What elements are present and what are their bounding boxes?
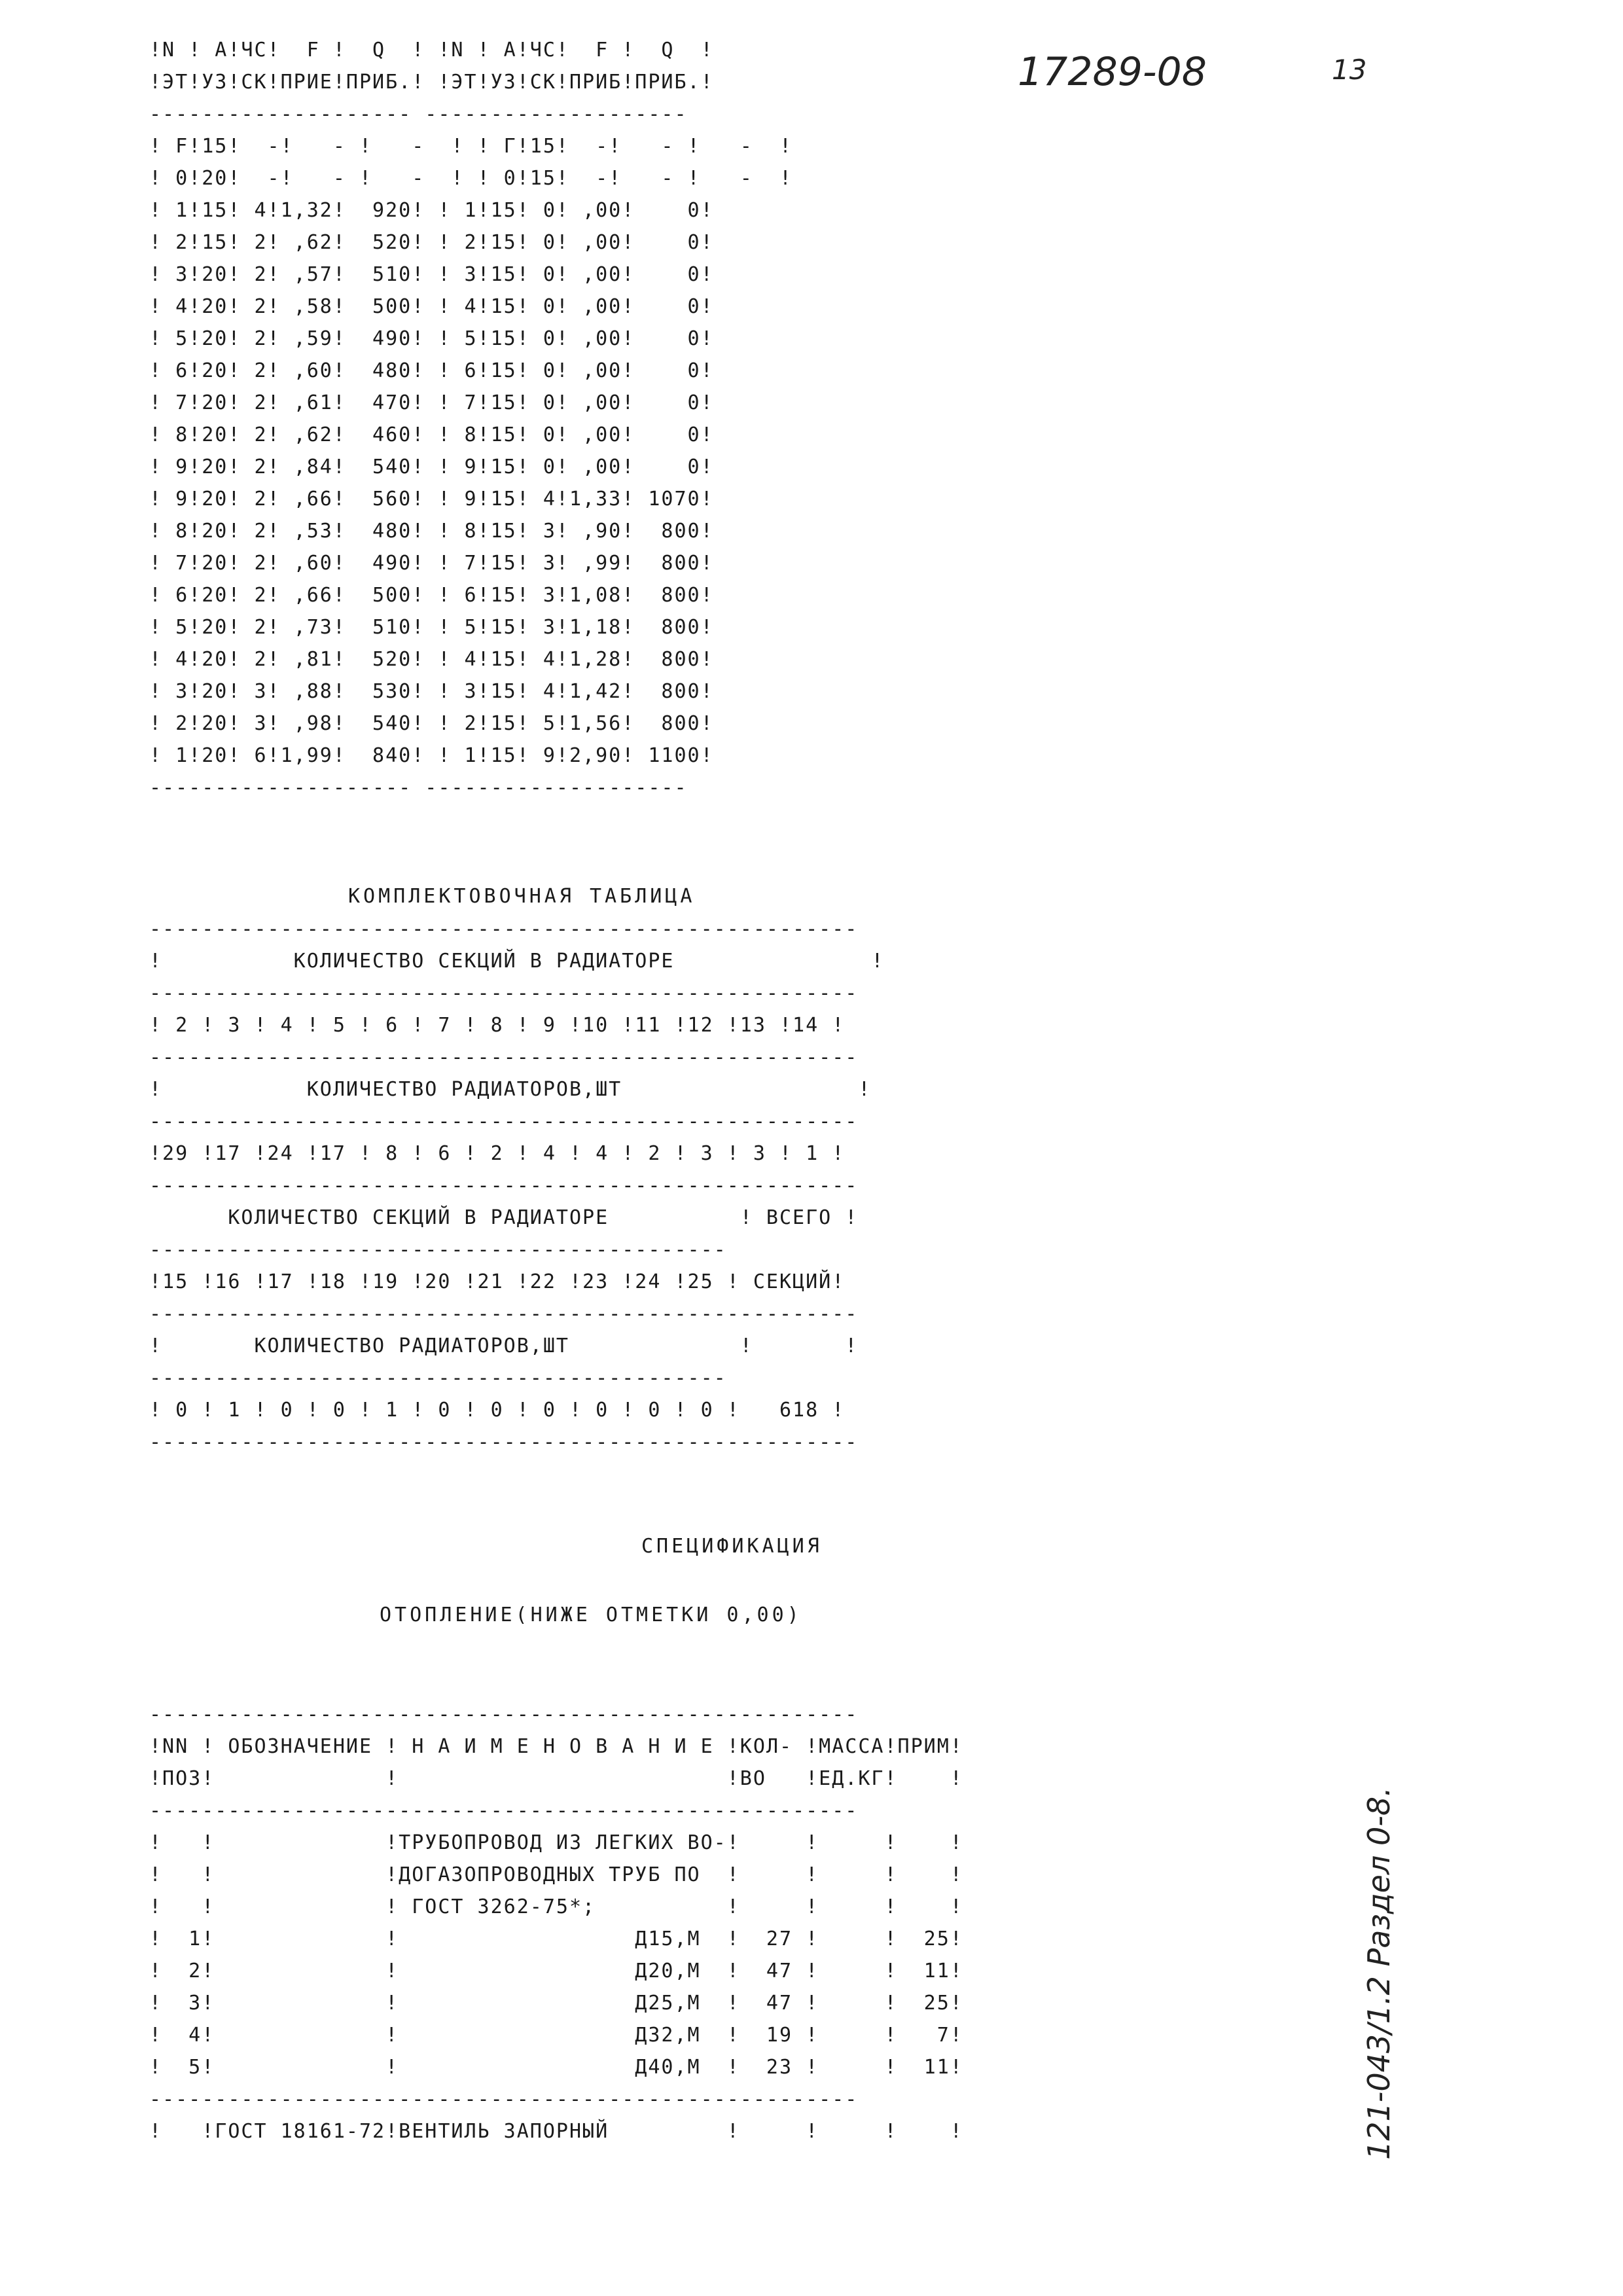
table-line: ------------------------------------------------------ bbox=[149, 1174, 859, 1197]
table-line: ! 2!20! 3! ,98! 540! ! 2!15! 5!1,56! 800! bbox=[149, 712, 714, 735]
table-line: ! КОЛИЧЕСТВО РАДИАТОРОВ,ШТ ! bbox=[149, 1078, 872, 1101]
table-line: ! 6!20! 2! ,66! 500! ! 6!15! 3!1,08! 800! bbox=[149, 584, 714, 607]
page-number: 13 bbox=[1332, 54, 1367, 86]
heat-load-table bbox=[149, 34, 1000, 804]
table-line: ! 0!20! -! - ! - ! ! 0!15! -! - ! - ! bbox=[149, 167, 793, 190]
spec-table bbox=[149, 1698, 963, 2147]
table-line: ------------------------------------------------------ bbox=[149, 2088, 859, 2111]
table-line: ! 2!15! 2! ,62! 520! ! 2!15! 0! ,00! 0! bbox=[149, 231, 714, 254]
table-line: !ЭТ!УЗ!СК!ПРИЕ!ПРИБ.! !ЭТ!УЗ!СК!ПРИБ!ПРИБ.! bbox=[149, 71, 714, 94]
table-line: ! 9!20! 2! ,84! 540! ! 9!15! 0! ,00! 0! bbox=[149, 456, 714, 478]
table-line: ! 7!20! 2! ,61! 470! ! 7!15! 0! ,00! 0! bbox=[149, 391, 714, 414]
table-line: ! !ГОСТ 18161-72!ВЕНТИЛЬ ЗАПОРНЫЙ ! ! ! ! bbox=[149, 2120, 963, 2143]
spec-title: СПЕЦИФИКАЦИЯ bbox=[641, 1535, 823, 1558]
table-line: ! 9!20! 2! ,66! 560! ! 9!15! 4!1,33! 1070! bbox=[149, 488, 714, 511]
table-line: ! 5!20! 2! ,73! 510! ! 5!15! 3!1,18! 800! bbox=[149, 616, 714, 639]
table-line: ------------------------------------------------------ bbox=[149, 1703, 859, 1726]
kompl-table-title: КОМПЛЕКТОВОЧНАЯ ТАБЛИЦА bbox=[348, 885, 696, 908]
table-line: КОЛИЧЕСТВО СЕКЦИЙ В РАДИАТОРЕ ! ВСЕГО ! bbox=[149, 1206, 859, 1229]
table-line: ! 0 ! 1 ! 0 ! 0 ! 1 ! 0 ! 0 ! 0 ! 0 ! 0 ! 0 ! 618 ! bbox=[149, 1399, 846, 1422]
table-line: ! 4! ! Д32,М ! 19 ! ! 7! bbox=[149, 2024, 963, 2047]
table-line: ! F!15! -! - ! - ! ! Г!15! -! - ! - ! bbox=[149, 135, 793, 158]
table-line: !NN ! ОБОЗНАЧЕНИЕ ! Н А И М Е Н О В А Н И Е !КОЛ- !МАССА!ПРИМ! bbox=[149, 1735, 963, 1758]
table-line: ! 3!20! 2! ,57! 510! ! 3!15! 0! ,00! 0! bbox=[149, 263, 714, 286]
table-line: ! 8!20! 2! ,53! 480! ! 8!15! 3! ,90! 800! bbox=[149, 520, 714, 543]
table-line: ! КОЛИЧЕСТВО РАДИАТОРОВ,ШТ ! ! bbox=[149, 1335, 859, 1357]
table-line: ------------------------------------------------------ bbox=[149, 1431, 859, 1454]
side-note: 121-043/1.2 Раздел 0-8. bbox=[1361, 1787, 1397, 2160]
table-line: !29 !17 !24 !17 ! 8 ! 6 ! 2 ! 4 ! 4 ! 2 ! 3 ! 3 ! 1 ! bbox=[149, 1142, 846, 1165]
table-line: ! 5!20! 2! ,59! 490! ! 5!15! 0! ,00! 0! bbox=[149, 327, 714, 350]
table-line: -------------------------------------------- bbox=[149, 1238, 727, 1261]
table-line: ! ! !ДОГАЗОПРОВОДНЫХ ТРУБ ПО ! ! ! ! bbox=[149, 1863, 963, 1886]
table-line: -------------------- -------------------- bbox=[149, 776, 688, 799]
table-line: !ПОЗ! ! !ВО !ЕД.КГ! ! bbox=[149, 1767, 963, 1790]
table-line: ! 8!20! 2! ,62! 460! ! 8!15! 0! ,00! 0! bbox=[149, 423, 714, 446]
table-line: ! 4!20! 2! ,58! 500! ! 4!15! 0! ,00! 0! bbox=[149, 295, 714, 318]
table-line: ! 6!20! 2! ,60! 480! ! 6!15! 0! ,00! 0! bbox=[149, 359, 714, 382]
table-line: ------------------------------------------------------ bbox=[149, 982, 859, 1005]
table-line: ! 2 ! 3 ! 4 ! 5 ! 6 ! 7 ! 8 ! 9 !10 !11 !12 !13 !14 ! bbox=[149, 1014, 846, 1037]
table-line: ! 3! ! Д25,М ! 47 ! ! 25! bbox=[149, 1992, 963, 2015]
table-line: ------------------------------------------------------ bbox=[149, 918, 859, 941]
table-line: ------------------------------------------------------ bbox=[149, 1302, 859, 1325]
table-line: ! 5! ! Д40,М ! 23 ! ! 11! bbox=[149, 2056, 963, 2079]
table-line: ! ! !ТРУБОПРОВОД ИЗ ЛЕГКИХ ВО-! ! ! ! bbox=[149, 1831, 963, 1854]
kompl-table-text bbox=[149, 913, 884, 1458]
table-line: ! КОЛИЧЕСТВО СЕКЦИЙ В РАДИАТОРЕ ! bbox=[149, 950, 885, 973]
table-line: ------------------------------------------------------ bbox=[149, 1799, 859, 1822]
table-line: ------------------------------------------------------ bbox=[149, 1110, 859, 1133]
table-line: ! 7!20! 2! ,60! 490! ! 7!15! 3! ,99! 800! bbox=[149, 552, 714, 575]
table-line: ! ! ! ГОСТ 3262-75*; ! ! ! ! bbox=[149, 1895, 963, 1918]
spec-subtitle: ОТОПЛЕНИЕ(НИЖЕ ОТМЕТКИ 0,00) bbox=[380, 1604, 802, 1626]
kompl-table bbox=[149, 913, 884, 1458]
table-line: ! 3!20! 3! ,88! 530! ! 3!15! 4!1,42! 800! bbox=[149, 680, 714, 703]
table-line: ! 1! ! Д15,М ! 27 ! ! 25! bbox=[149, 1928, 963, 1950]
table-line: !N ! A!ЧС! F ! Q ! !N ! A!ЧС! F ! Q ! bbox=[149, 39, 714, 62]
table-line: ! 2! ! Д20,М ! 47 ! ! 11! bbox=[149, 1960, 963, 1982]
table-line: !15 !16 !17 !18 !19 !20 !21 !22 !23 !24 !25 ! СЕКЦИЙ! bbox=[149, 1270, 846, 1293]
spec-table-text bbox=[149, 1698, 963, 2147]
table-line: ------------------------------------------------------ bbox=[149, 1046, 859, 1069]
document-number: 17289-08 bbox=[1018, 49, 1207, 95]
heat-load-table-text bbox=[149, 34, 1000, 804]
table-line: -------------------- -------------------- bbox=[149, 103, 688, 126]
table-line: -------------------------------------------- bbox=[149, 1367, 727, 1390]
table-line: ! 1!15! 4!1,32! 920! ! 1!15! 0! ,00! 0! bbox=[149, 199, 714, 222]
table-line: ! 4!20! 2! ,81! 520! ! 4!15! 4!1,28! 800! bbox=[149, 648, 714, 671]
table-line: ! 1!20! 6!1,99! 840! ! 1!15! 9!2,90! 1100! bbox=[149, 744, 714, 767]
